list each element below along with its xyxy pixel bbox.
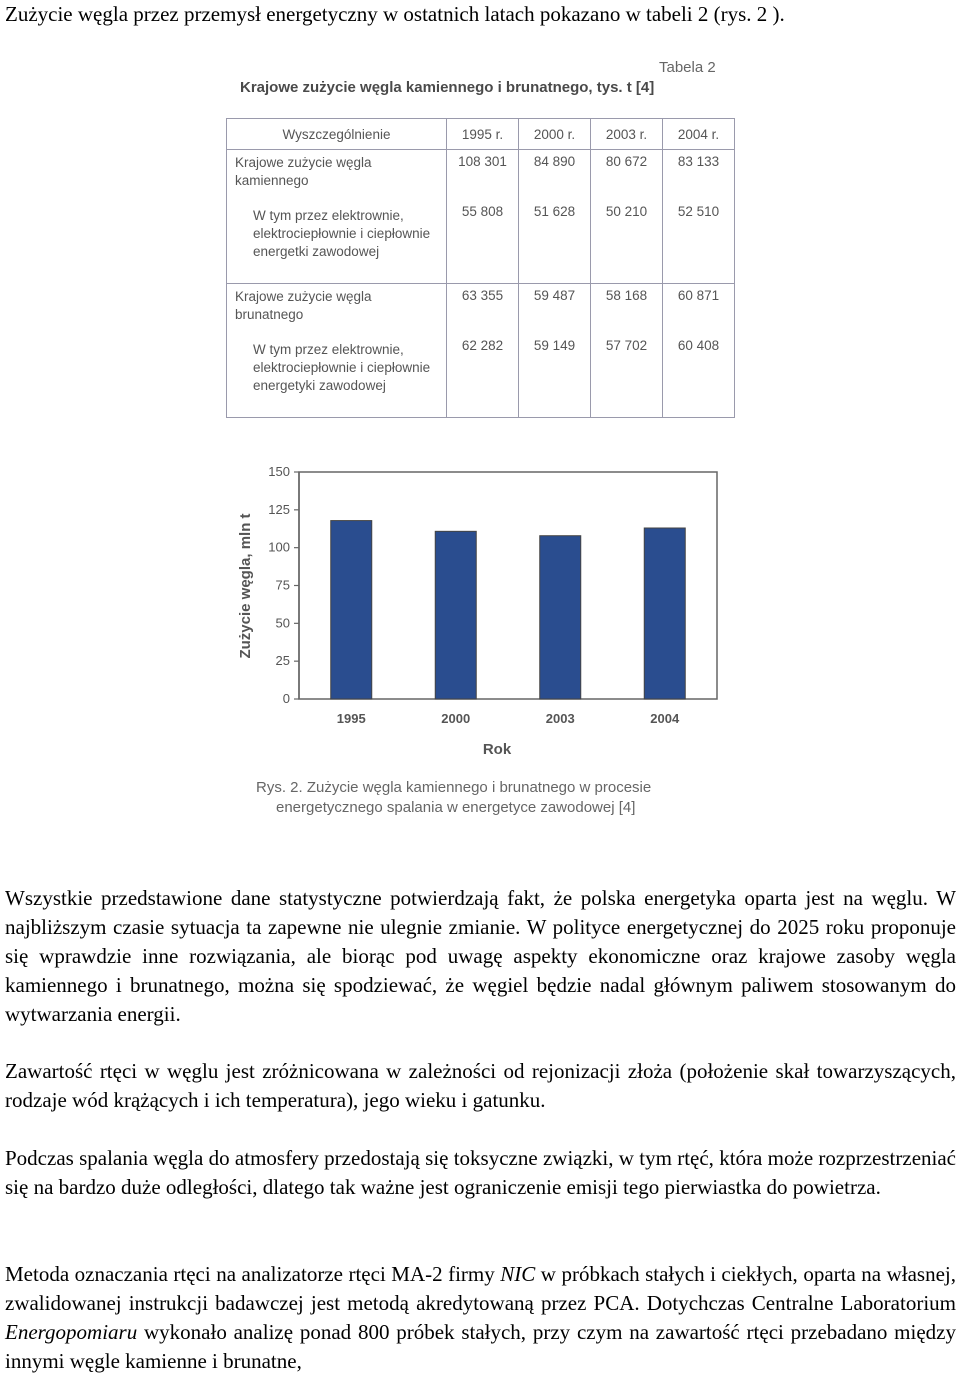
table-title: Krajowe zużycie węgla kamiennego i brunatnego, tys. t [4] bbox=[240, 79, 655, 96]
row-label bbox=[227, 284, 447, 418]
value-cell bbox=[663, 284, 735, 418]
y-tick-label: 150 bbox=[268, 464, 290, 479]
value-cell bbox=[447, 150, 519, 284]
value-cell bbox=[663, 150, 735, 284]
x-tick-label: 2003 bbox=[545, 711, 575, 726]
table-row-hard-coal bbox=[227, 150, 735, 284]
paragraph-text: wykonało analizę ponad 800 próbek stałych, przy czym na zawartość rtęci przebadano między innymi węgle kamienne i brunatne, bbox=[5, 1320, 956, 1373]
table-number-label: Tabela 2 bbox=[659, 59, 716, 76]
value-cell bbox=[519, 284, 591, 418]
value: 58 168 bbox=[605, 288, 648, 303]
y-tick-label: 25 bbox=[275, 653, 290, 669]
brown-coal-sub-label: W tym przez elektrownie, elektrociepłownie i ciepłownie energetyki zawodowej bbox=[253, 342, 431, 393]
value: 80 672 bbox=[605, 154, 648, 169]
value: 50 210 bbox=[605, 204, 648, 219]
paragraph-text: Metoda oznaczania rtęci na analizatorze rtęci MA-2 firmy bbox=[5, 1262, 501, 1286]
x-tick-label: 1995 bbox=[336, 711, 366, 726]
value-cell bbox=[519, 150, 591, 284]
value: 84 890 bbox=[533, 154, 576, 169]
header-cell: 2000 r. bbox=[519, 119, 591, 150]
brown-coal-main-label: Krajowe zużycie węgla brunatnego bbox=[235, 289, 372, 322]
header-cell: Wyszczególnienie bbox=[227, 119, 447, 150]
paragraph-text: w próbkach stałych i ciekłych, oparta na własnej, zwalidowanej instrukcji badawczej jest metodą akredytowaną przez PCA. Dotychczas Centralne Laboratorium bbox=[5, 1262, 957, 1315]
bar bbox=[540, 536, 581, 699]
value: 55 808 bbox=[461, 204, 504, 219]
y-tick-label: 50 bbox=[275, 615, 290, 631]
value: 52 510 bbox=[677, 204, 720, 219]
value: 108 301 bbox=[458, 154, 507, 169]
figure-caption-line: energetycznego spalania w energetyce zawodowej [4] bbox=[276, 799, 636, 816]
value-cell bbox=[447, 284, 519, 418]
hard-coal-main-label: Krajowe zużycie węgla kamiennego bbox=[235, 155, 372, 188]
table-header-row bbox=[227, 119, 735, 150]
header-cell: 2004 r. bbox=[663, 119, 735, 150]
paragraph bbox=[5, 1260, 956, 1376]
y-tick-label: 100 bbox=[268, 539, 290, 555]
bar bbox=[331, 521, 372, 699]
company-name: NIC bbox=[500, 1262, 536, 1286]
y-tick-label: 0 bbox=[282, 691, 290, 706]
paragraph: Zawartość rtęci w węglu jest zróżnicowana w zależności od rejonizacji złoża (położenie skał towarzyszących, rodzaje wód krążących i ich temperatura), jego wieku i gatunku. bbox=[5, 1059, 956, 1112]
hard-coal-sub-label: W tym przez elektrownie, elektrociepłownie i ciepłownie energetki zawodowej bbox=[253, 208, 431, 259]
value: 62 282 bbox=[461, 338, 504, 353]
bar bbox=[644, 528, 685, 699]
paragraph: Wszystkie przedstawione dane statystyczne potwierdzają fakt, że polska energetyka oparta jest na węglu. W najbliższym czasie sytuacja ta zapewne nie ulegnie zmianie. W polityce energetycznej do 2025 roku proponuje się wprawdzie inne rozwiązania, ale biorąc pod uwagę aspekty ekonomiczne oraz krajowe zasoby węgla kamiennego i brunatnego, można się spodziewać, że węgiel będzie nadal głównym paliwem stosowanym do wytwarzania energii. bbox=[5, 886, 956, 1026]
coal-consumption-table bbox=[226, 118, 735, 418]
x-axis-label: Rok bbox=[482, 741, 512, 758]
value-cell bbox=[591, 284, 663, 418]
coal-consumption-chart bbox=[226, 458, 734, 762]
y-axis-label: Zużycie węgla, mln t bbox=[237, 513, 254, 659]
value: 60 871 bbox=[677, 288, 720, 303]
value-cell bbox=[591, 150, 663, 284]
figure-caption bbox=[256, 778, 726, 818]
bar bbox=[435, 531, 476, 699]
header-cell: 1995 r. bbox=[447, 119, 519, 150]
intro-paragraph: Zużycie węgla przez przemysł energetyczny w ostatnich latach pokazano w tabeli 2 (rys. 2 ). bbox=[5, 2, 785, 26]
value: 83 133 bbox=[677, 154, 720, 169]
value: 59 149 bbox=[533, 338, 576, 353]
value: 51 628 bbox=[533, 204, 576, 219]
y-tick-label: 125 bbox=[268, 501, 290, 517]
y-tick-label: 75 bbox=[275, 577, 290, 593]
table-row-brown-coal bbox=[227, 284, 735, 418]
company-name: Energopomiaru bbox=[5, 1320, 138, 1344]
x-tick-label: 2004 bbox=[650, 711, 680, 726]
value: 60 408 bbox=[677, 338, 720, 353]
x-tick-label: 2000 bbox=[441, 711, 471, 726]
value: 59 487 bbox=[533, 288, 576, 303]
row-label bbox=[227, 150, 447, 284]
value: 57 702 bbox=[605, 338, 648, 353]
header-cell: 2003 r. bbox=[591, 119, 663, 150]
paragraph: Podczas spalania węgla do atmosfery przedostają się toksyczne związki, w tym rtęć, która może rozprzestrzeniać się na bardzo duże odległości, dlatego tak ważne jest ograniczenie emisji tego pierwiastka do powietrza. bbox=[5, 1146, 956, 1199]
chart-svg bbox=[226, 458, 734, 762]
value: 63 355 bbox=[461, 288, 504, 303]
figure-caption-line: Rys. 2. Zużycie węgla kamiennego i brunatnego w procesie bbox=[256, 779, 652, 796]
